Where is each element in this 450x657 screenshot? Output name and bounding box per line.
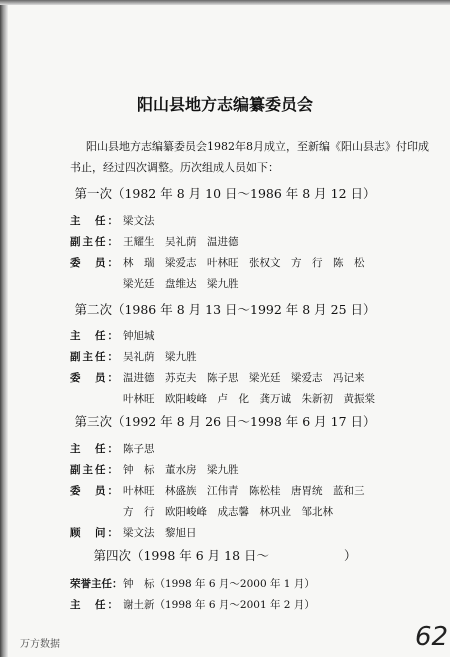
role-label: 副主任： bbox=[70, 351, 118, 363]
session-1-row bbox=[70, 234, 400, 250]
member-names: 钟旭城 bbox=[123, 330, 155, 342]
session-1-row bbox=[70, 276, 400, 292]
session-1-row bbox=[70, 255, 400, 271]
session-3-row bbox=[70, 525, 400, 541]
role-label: 主 任： bbox=[70, 443, 118, 455]
role-label: 主 任： bbox=[70, 599, 118, 611]
intro-line-2: 书止，经过四次调整。历次组成人员如下： bbox=[70, 161, 279, 174]
session-1-heading: 第一次（1982 年 8 月 10 日～1986 年 8 月 12 日） bbox=[74, 186, 376, 201]
member-names: 叶林旺 欧阳峻峰 卢 化 龚万诚 朱新初 黄振棠 bbox=[123, 393, 375, 405]
member-names: 梁文法 黎旭日 bbox=[123, 527, 197, 539]
member-names: 温进德 苏克夫 陈子思 梁光廷 梁爱志 冯记来 bbox=[123, 372, 365, 384]
role-label: 副主任： bbox=[70, 464, 118, 476]
session-3-heading: 第三次（1992 年 8 月 26 日～1998 年 6 月 17 日） bbox=[74, 414, 376, 429]
role-label: 委 员： bbox=[70, 372, 118, 384]
scan-edge-top bbox=[0, 0, 450, 5]
member-names: 钟 标（1998 年 6 月～2000 年 1 月） bbox=[123, 578, 315, 590]
intro-line-1: 阳山县地方志编纂委员会1982年8月成立，至新编《阳山县志》付印成 bbox=[86, 140, 429, 153]
session-4-row bbox=[70, 597, 400, 613]
member-names: 叶林旺 林盛族 江伟青 陈松桂 唐胃统 蓝和三 bbox=[123, 485, 365, 497]
session-1-row bbox=[70, 213, 400, 229]
footer-logo: 万方数据 bbox=[20, 639, 60, 650]
role-label: 副主任： bbox=[70, 236, 118, 248]
role-label: 荣誉主任： bbox=[70, 578, 123, 590]
session-2-row bbox=[70, 370, 400, 386]
member-names: 梁文法 bbox=[123, 215, 155, 227]
member-names: 谢土新（1998 年 6 月～2001 年 2 月） bbox=[123, 599, 315, 611]
session-2-row bbox=[70, 349, 400, 365]
member-names: 钟 标 董水房 梁九胜 bbox=[123, 464, 239, 476]
role-label: 主 任： bbox=[70, 215, 118, 227]
session-2-row bbox=[70, 328, 400, 344]
page-title: 阳山县地方志编纂委员会 bbox=[136, 95, 313, 114]
session-4-row bbox=[70, 576, 400, 592]
member-names: 王耀生 吴礼荫 温进德 bbox=[123, 236, 239, 248]
member-names: 方 行 欧阳峻峰 成志馨 林巩业 邹北林 bbox=[123, 506, 333, 518]
session-3-row bbox=[70, 462, 400, 478]
role-label: 委 员： bbox=[70, 257, 118, 269]
member-names: 吴礼荫 梁九胜 bbox=[123, 351, 197, 363]
member-names: 陈子思 bbox=[123, 443, 155, 455]
member-names: 梁光廷 盘维达 梁九胜 bbox=[123, 278, 239, 290]
session-2-heading: 第二次（1986 年 8 月 13 日～1992 年 8 月 25 日） bbox=[74, 302, 376, 317]
session-2-row bbox=[70, 391, 400, 407]
session-4-heading: 第四次（1998 年 6 月 18 日～ ） bbox=[93, 548, 357, 563]
session-3-row bbox=[70, 504, 400, 520]
page-number: 62 bbox=[415, 622, 449, 652]
member-names: 林 瑞 梁爱志 叶林旺 张权文 方 行 陈 松 bbox=[123, 257, 365, 269]
role-label: 委 员： bbox=[70, 485, 118, 497]
session-3-row bbox=[70, 483, 400, 499]
role-label: 顾 问： bbox=[70, 527, 118, 539]
role-label: 主 任： bbox=[70, 330, 118, 342]
session-3-row bbox=[70, 441, 400, 457]
